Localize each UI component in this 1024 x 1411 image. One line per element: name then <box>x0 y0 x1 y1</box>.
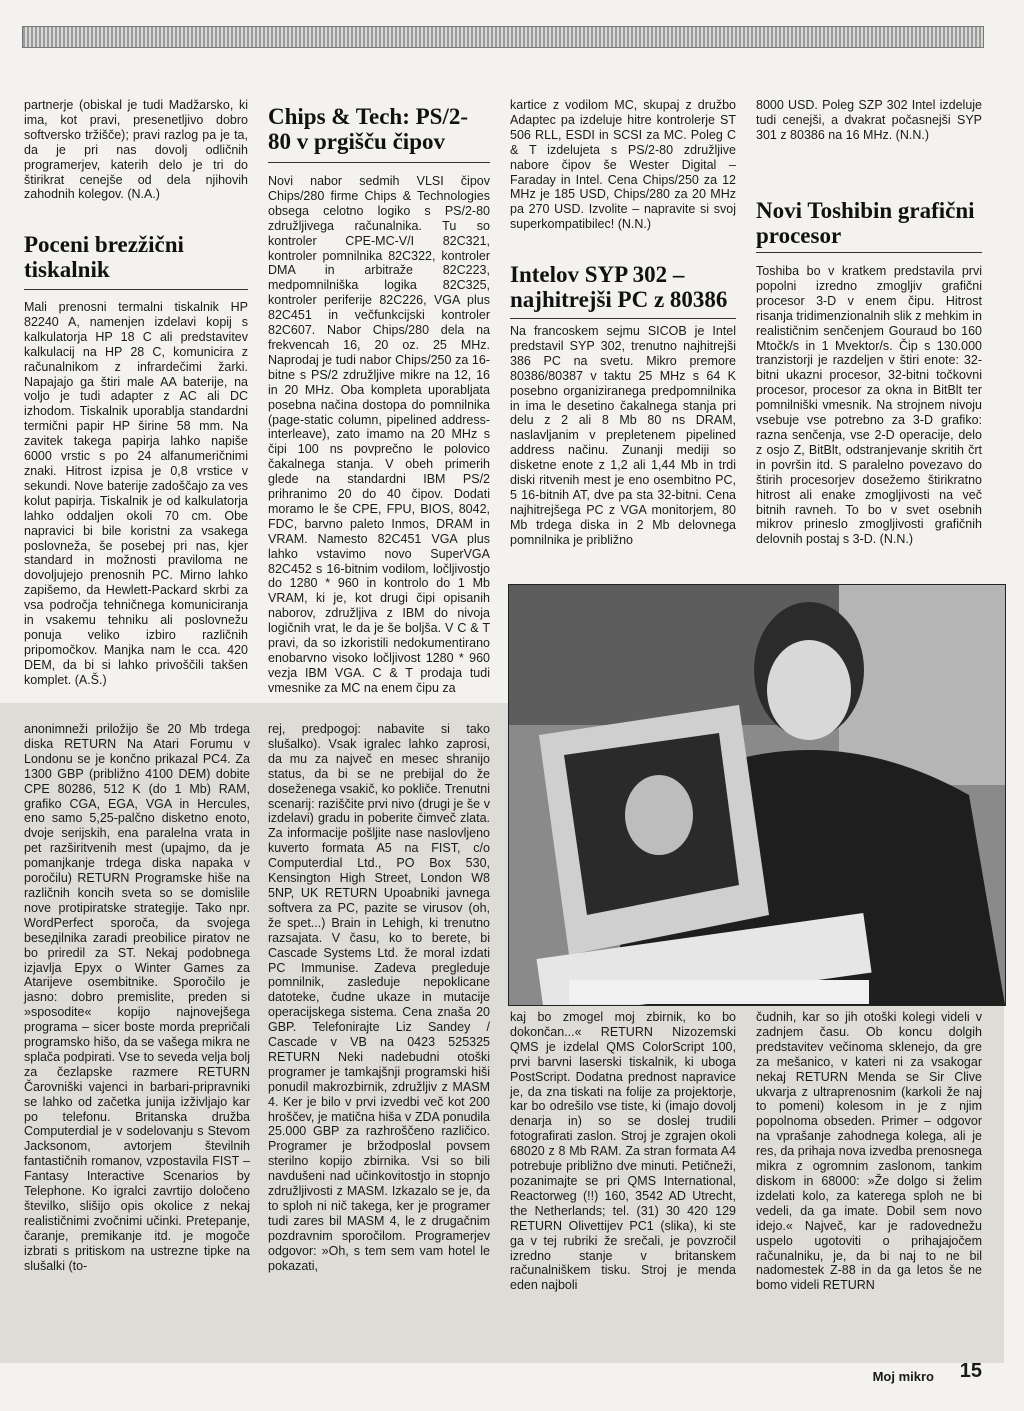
chips-article-text: Novi nabor sedmih VLSI čipov Chips/280 firme Chips & Technologies obsega celotno logiko s PS/2-80 združljivega računalnika. Tu so kontroler CPE-MC-V/I 82C321, kontroler pomnilnika 82C322, kontroler DMA in arbitraže 82C223, medpomnilniška logika 82C325, kontroler periferije 82C226, VGA plus 82C451 in večfunkcijski kontroler 82C607. Nabor Chips/280 dela na frekvencah 16, 20 oz. 25 MHz. Naprodaj je tudi nabor Chips/250 za 16-bitne s PS/2 združljive mikre na 12, 16 in 20 MHz. Oba kompleta uporabljata posebna načina dostopa do pomnilnika (page-static column, pipelined address-interleave), zato imamo na 20 MHz s čipi 100 ns povprečno le polovico čakalnega stanja. V obeh primerih glede na standardni IBM PS/2 prihranimo 20 do 40 čipov. Dodati moramo le še CPE, FPU, BIOS, 8042, FDC, barvno paleto Inmos, DRAM in VRAM. Namesto 82C451 VGA plus lahko vstavimo novo SuperVGA 82C452 s 16-bitnim vodilom, ločljivostjo do 1280 * 960 in kontrolo do 1 Mb VRAM, ki je, kot drugi čipi opisanih naborov, združljiva z IBM do nivoja logičnih vrat, le da je še boljša. V C & T pravi, da so izkoristili nedokumentirano enobarvno visoko ločljivost 1280 * 960 vezja IBM VGA. C & T prodaja tudi vmesnike za MC na enem čipu za <box>268 174 490 695</box>
magazine-name: Moj mikro <box>872 1369 934 1384</box>
heading-rule <box>510 318 736 319</box>
top-decorative-bar <box>22 26 984 48</box>
col1-intro-text: partnerje (obiskal je tudi Madžarsko, ki ima, kot pravi, presenetljivo dobro softversko tržišče); pravi razlog pa je ta, da je pri nas dovolj odličnih programerjev, katerih delo je tri do štirikrat cenejše od dela njihovih zahodnih kolegov. (N.A.) <box>24 98 248 202</box>
photo-illustration <box>509 585 1005 1005</box>
olivetti-pc1-photo <box>508 584 1006 1006</box>
heading-rule <box>268 162 490 163</box>
page-number: 15 <box>959 1360 982 1382</box>
news-column-4: čudnih, kar so jih otoški kolegi videli v zadnjem času. Ob koncu dolgih predstavitev večinoma sklenejo, da gre za mešanico, v kateri ni za vsakogar nekaj RETURN Menda se Sir Clive ukvarja z ultraprenosnim (karkoli že naj to pomeni) kolesom in je z njim popolnoma obseden. Primer – odgovor na vprašanje zahodnega kolega, ali je res, da prihaja nova izvedba prenosnega mikra z ogromnim zaslonom, tankim diskom in 68000: »Že dolgo si želim izdelati kolo, za katerega sploh ne bi vedeli, da ga imate. Dobil sem novo idejo.« Največ, kar je radovednežu uspelo ugotoviti o prihajajočem računalniku, je, da bi naj to ne bil nadomestek Z-88 in da ga letos še ne bomo videli RETURN <box>756 1010 982 1293</box>
news-column-1: anonimneži priložijo še 20 Mb trdega diska RETURN Na Atari Forumu v Londonu se je končno prikazal PC4. Za 1300 GBP (približno 4100 DEM) dobite CPE 80286, 512 K (do 1 Mb) RAM, grafiko CGA, EGA, VGA in Hercules, eno samo 5,25-palčno disketno enoto, dvoje serijskih, ena paralelna vrata in pet razširitvenih mest (upajmo, da je pomanjkanje trdega diska napaka v poročilu) RETURN Programske hiše na različnih koncih sveta so se domislile nove protipiratske strategije. Tako npr. WordPerfect sporoča, da svojega beseдilnika zaradi preobilice piratov ne bo priredil za ST. Nekaj podobnega izjavlja Epyx o Winter Games za Atarijeve osembitnike. Sporočilo je jasno: dobro premislite, preden si »sposodite« kopijo najnovejšega programa – sicer boste morda prepričali programsko hišo, da se vašega mikra ne splača podpirati. Vse to seveda velja bolj za čezlapske razmere RETURN Čarovniški vajenci in barbari-pripravniki se lahko od začetka junija izživljajo kar po telefonu. Britanska družba Computerdial je v sodelovanju s Stevom Jacksonom, avtorjem številnih fantastičnih romanov, vzpostavila FIST – Fantasy Interactive Scenarios by Telephone. Ko igralci zavrtijo določeno številko, slišijo opis okolice z nekaj realističnimi zvočnimi učinki. Pretepanje, čaranje, premikanje itd. je mogoče izbrati s pritiskom na ustrezne tipke na slušalki (to- <box>24 722 250 1273</box>
intel-article-text: Na francoskem sejmu SICOB je Intel predstavil SYP 302, trenutno najhitrejši 386 PC na svetu. Mikro premore 80386/80387 v taktu 25 MHz s 64 K posebno organiziranega predpomnilnika in ima le desetino čakalnega stanja pri delu z 2 ali 8 Mb 80 ns DRAM, naslavljanim v prepletenem pipelined address načinu. Zunanji mediji so disketne enote z 1,2 ali 1,44 Mb in trdi diski ritvenih mest je eno osembitno PC, 5 16-bitnih AT, dve pa sta 32-bitni. Cena najhitrejšega PC z VGA monitorjem, 80 Mb trdega diska in 2 Mb delovnega pomnilnika je približno <box>510 324 736 547</box>
toshiba-article-text: Toshiba bo v kratkem predstavila prvi popolni izredno zmogljiv grafični procesor 3-D v enem čipu. Hitrost risanja tridimenzionalnih slik z mehkim in realističnim senčenjem Gouraud bo 160 Mtočk/s in 1 Mvektor/s. Čip s 130.000 tranzistorji je razdeljen v štiri enote: 32-bitni ukazni procesor, 32-bitni točkovni procesor, procesor za okna in BitBlt ter pomnilniški vmesnik. Na strojnem nivoju vsebuje vse potrebno za 3-D grafiko: razna senčenja, vse 2-D operacije, delo z osjo Z, BitBlt, odstranjevanje skritih črt in površin itd. S paralelno povezavo do štirih procesorjev dosežemo štirikratno hitrost ali enake zmogljivosti na več bitnih ravneh. To bo v svet osebnih mikrov prineslo zmogljivosti grafičnih delovnih postaj s 3-D. (N.N.) <box>756 264 982 547</box>
heading-rule <box>756 252 982 253</box>
news-column-2: rej, predpogoj: nabavite si tako slušalko). Vsak igralec lahko zaprosi, da mu za največ en mesec shranijo status, da bi se ne prebijal do že doseženega vsakič, ko pokliče. Trenutni scenarij: raziščite prvi nivo (drugi je še v izdelavi) gradu in poberite čimveč zlata. Za informacije pošljite nase naslovljeno kuverto formata A5 na FIST, c/o Computerdial Ltd., PO Box 530, Kensington High Street, London W8 5NP, UK RETURN Upoabniki javnega softvera za PC, pazite se virusov (oh, že spet...) Brain in Lehigh, ki trenutno razsajata. V času, ko to berete, bi Cascade Systems Ltd. že moral izdati PC Immunise. Zadeva pregleduje pomnilnik, zasleduje nepoklicane datoteke, čudne ukaze in mutacije operacijskega sistema. Cena znaša 20 GBP. Telefonirajte Liz Sandey / Cascade v VB na 0423 525325 RETURN Neki nadebudni otoški programer je tamkajšnji programski hiši ponudil makrozbirnik, združljiv z MASM 4. Ker je bilo v prvi izvedbi več kot 200 hroščev, je matična hiša v ZDA ponudila 25.000 GBP za razhroščeno različico. Programer je bržodposlal povsem sterilno kopijo zbirnika. Vsi so bili navdušeni nad učinkovitostjo in stopnjo združljivosti z MASM. Izkazalo se je, da to sploh ni nič takega, ker je programer tudi zares bil MASM 4, le z drugačnim pozdravnim sporočilom. Programerjev odgovor: »Oh, s tem sem vam hotel le pokazati, <box>268 722 490 1273</box>
heading-rule <box>24 289 248 290</box>
heading-chips: Chips & Tech: PS/2-80 v prgišču čipov <box>268 104 469 154</box>
col4-continued-text: 8000 USD. Poleg SZP 302 Intel izdeluje tudi cenejši, a dvakrat počasnejši SYP 301 z 80386 na 16 MHz. (N.N.) <box>756 98 982 142</box>
col3-continued-text: kartice z vodilom MC, skupaj z družbo Adaptec pa izdeluje hitre kontrolerje ST 506 RLL, ESDI in SCSI za MC. Poleg C & T izdelujeta s PS/2-80 združljive nabore čipov še Wester Digital – Faraday in Intel. Cena Chips/250 za 12 MHz je 185 USD, Chips/280 za 20 MHz pa 270 USD. Izvolite – napravite si svoj superkompatibilec! (N.N.) <box>510 98 736 232</box>
news-column-3: kaj bo zmogel moj zbirnik, ko bo dokončan...« RETURN Nizozemski QMS je izdelal QMS ColorScript 100, prvi barvni laserski tiskalnik, ki uboga PostScript. Dodatna prednost napravice je, da zna tiskati na folije za projektorje, kar bo odrešilo vse tiste, ki (imajo dovolj denarja in) so se doslej trudili fotografirati zaslon. Stroj je zgrajen okoli 68020 z 8 Mb RAM. Za stran formata A4 potrebuje približno dve minuti. Petičneži, pozanimajte se pri QMS International, Reactorweg (!!) 160, 3542 AD Utrecht, the Netherlands; tel. (31) 30 420 129 RETURN Olivettijev PC1 (slika), ki ste ga v tej rubriki že srečali, je povzročil izredno stanje v britanskem računalniškem tisku. Stroj je menda eden najboli <box>510 1010 736 1293</box>
heading-intel: Intelov SYP 302 – najhitrejši PC z 80386 <box>510 262 728 312</box>
heading-toshiba: Novi Toshibin grafični procesor <box>756 198 975 248</box>
heading-printer: Poceni brezžični tiskalnik <box>24 232 184 282</box>
printer-article-text: Mali prenosni termalni tiskalnik HP 82240 A, namenjen izdelavi kopij s kalkulatorja HP 18 C ali predstavitev kalkulacij na HP 28 C, komunicira z računalnikom z infrardečimi žarki. Napajajo ga štiri male AA baterije, na voljo je tudi adapter z AC ali DC izhodom. Tiskalnik uporablja standardni termični papir HP širine 58 mm. Na zavitek takega papirja lahko napiše 6000 vrstic s po 24 alfanumeričnimi znaki. Hitrost izpisa je 0,8 vrstice v sekundi. Nove baterije zadoščajo za ves kolut papirja. Tiskalnik je od kalkulatorja lahko oddaljen okoli 70 cm. Obe napravici bi bile koristni za vsakega poslovneža, še posebej pri nas, kjer standard in možnosti praviloma ne dovoljujejo prenosnih PC. Mirno lahko zapišemo, da Hewlett-Packard skrbi za vsa področja tehničnega komuniciranja in vsakemu tehniku ali poslovnežu ponuja veliko izbiro različnih pripomočkov. Manjka nam le cca. 420 DEM, da bi si lahko privoščili takšen komplet. (A.Š.) <box>24 300 248 687</box>
